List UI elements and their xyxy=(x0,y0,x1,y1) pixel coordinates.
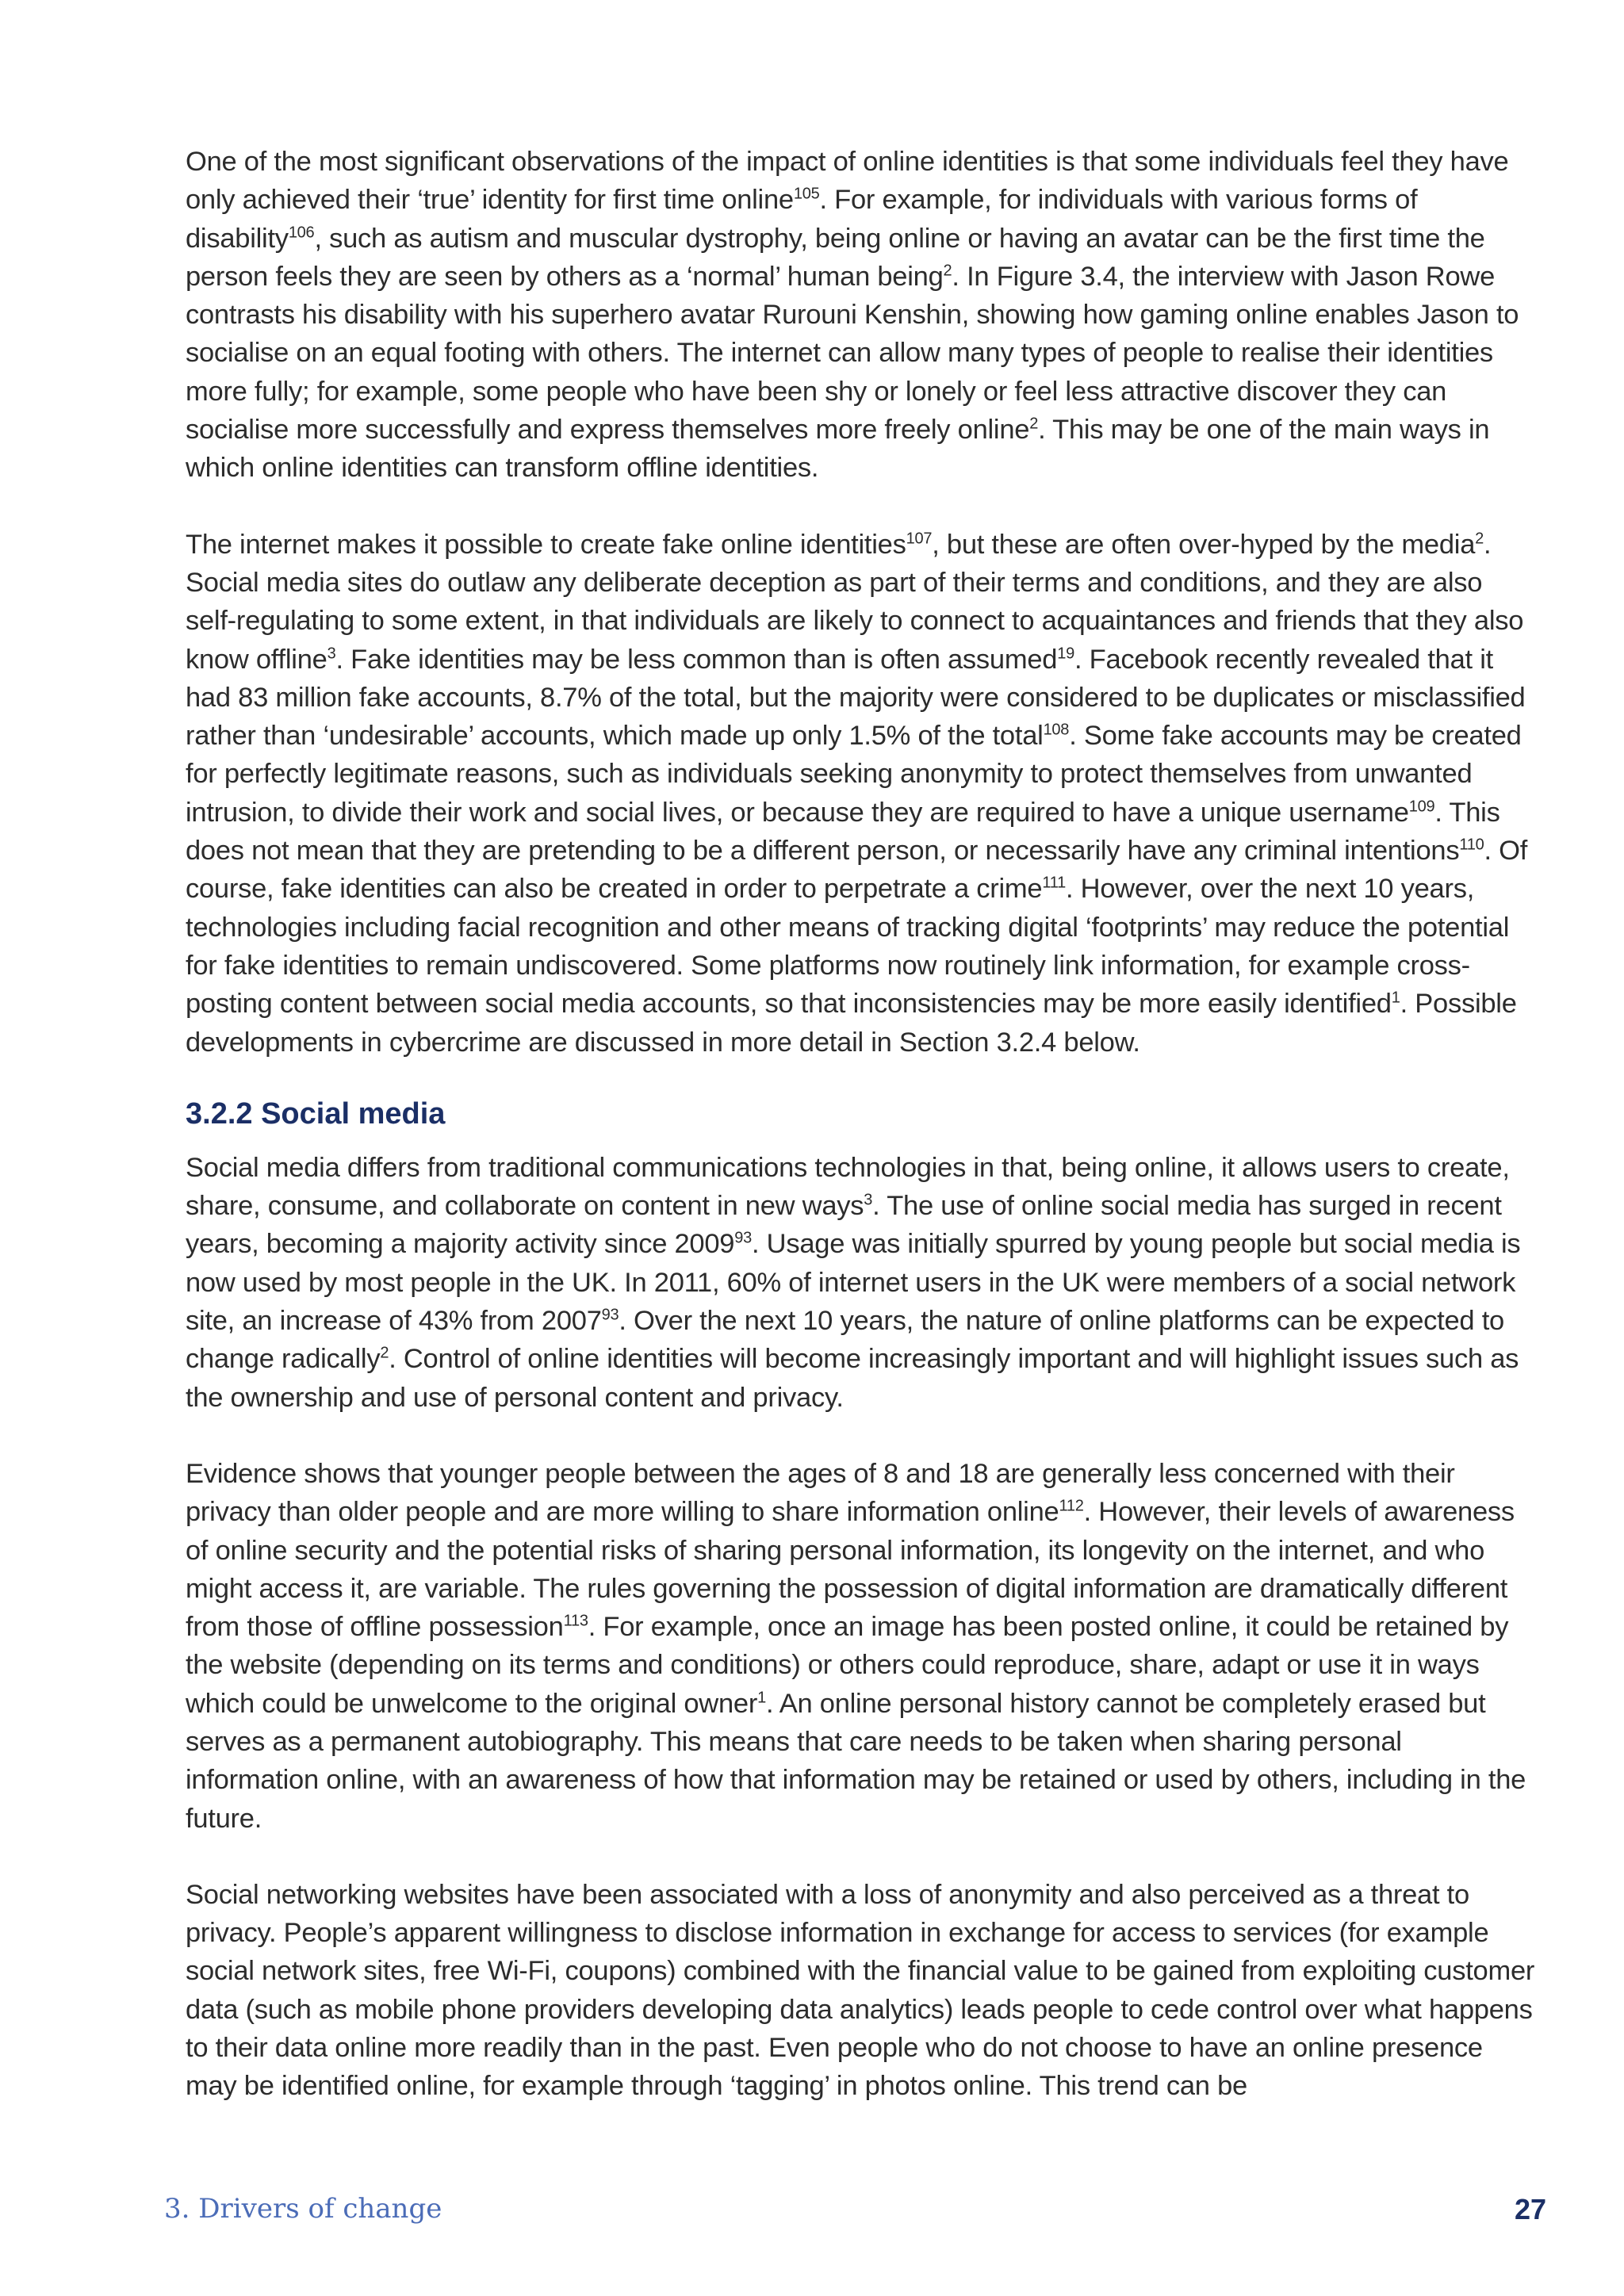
footnote-reference: 110 xyxy=(1459,836,1484,854)
footnote-reference: 113 xyxy=(563,1612,588,1630)
footnote-reference: 2 xyxy=(943,262,952,280)
footnote-reference: 111 xyxy=(1042,874,1067,892)
footnote-reference: 93 xyxy=(601,1306,619,1324)
footnote-reference: 108 xyxy=(1043,721,1070,739)
footnote-reference: 2 xyxy=(1029,415,1039,433)
footnote-reference: 1 xyxy=(1391,989,1400,1007)
paragraph-social-networking-anonymity: Social networking websites have been associated with a loss of anonymity and also perceived as a threat to privacy. People’s apparent willingness to disclose information in exchange for access to services (for example social network sites, free Wi-Fi, coupons) combined with the financial value to be gained from exploiting customer data (such as mobile phone providers developing data analytics) leads people to cede control over what happens to their data online more readily than in the past. Even people who do not choose to have an online presence may be identified online, for example through ‘tagging’ in photos online. This trend can be xyxy=(186,1879,1535,2102)
footnote-reference: 109 xyxy=(1408,798,1435,816)
footnote-reference: 2 xyxy=(1475,530,1484,548)
footnote-reference: 105 xyxy=(793,185,820,203)
page-number: 27 xyxy=(1514,2193,1546,2225)
footnote-reference: 93 xyxy=(734,1229,752,1247)
footnote-reference: 19 xyxy=(1057,645,1074,663)
footnote-reference: 1 xyxy=(757,1689,766,1707)
footnote-reference: 107 xyxy=(906,530,933,548)
footnote-reference: 112 xyxy=(1059,1497,1084,1515)
page-content xyxy=(186,143,1535,2144)
section-heading: 3.2.2 Social media xyxy=(186,1096,446,1131)
paragraph-fake-identities: The internet makes it possible to create fake online identities$^{107}$, but these are often over-hyped by the media$^2$. Social media sites do outlaw any deliberate deception as part of their terms and conditions, and they are also self-regulating to some extent, in that individuals are likely to connect to acquaintances and friends that they also know offline$^3$. Fake identities may be less common than is often assumed$^{19}$. Facebook recently revealed that it had 83 million fake accounts, 8.7% of the total, but the majority were considered to be duplicates or misclassified rather than ‘undesirable’ accounts, which made up only 1.5% of the total$^{108}$. Some fake accounts may be created for perfectly legitimate reasons, such as individuals seeking anonymity to protect themselves from unwanted intrusion, to divide their work and social lives, or because they are required to have a unique username$^{109}$. This does not mean that they are pretending to be a different person, or necessarily have any criminal intentions$^{110}$. Of course, fake identities can also be created in order to perpetrate a crime$^{111}$. However, over the next 10 years, technologies including facial recognition and other means of tracking digital ‘footprints’ may reduce the potential for fake identities to remain undiscovered. Some platforms now routinely link information, for example cross-posting content between social media accounts, so that inconsistencies may be more easily identified$^1$. Possible developments in cybercrime are discussed in more detail in Section 3.2.4 below. xyxy=(186,529,1528,1058)
footnote-reference: 3 xyxy=(327,645,336,663)
footnote-reference: 2 xyxy=(380,1344,389,1362)
footnote-reference: 3 xyxy=(864,1191,873,1209)
paragraph-online-identities: One of the most significant observations of the impact of online identities is that some individuals feel they have only achieved their ‘true’ identity for first time online$^{105}$. For example, for individuals with various forms of disability$^{106}$, such as autism and muscular dystrophy, being online or having an avatar can be the first time the person feels they are seen by others as a ‘normal’ human being$^2$. In Figure 3.4, the interview with Jason Rowe contrasts his disability with his superhero avatar Rurouni Kenshin, showing how gaming online enables Jason to socialise on an equal footing with others. The internet can allow many types of people to realise their identities more fully; for example, some people who have been shy or lonely or feel less attractive discover they can socialise more successfully and express themselves more freely online$^2$. This may be one of the main ways in which online identities can transform offline identities. xyxy=(186,147,1519,484)
paragraph-younger-people-privacy: Evidence shows that younger people between the ages of 8 and 18 are generally less concerned with their privacy than older people and are more willing to share information online$^{112}$. However, their levels of awareness of online security and the potential risks of sharing personal information, its longevity on the internet, and who might access it, are variable. The rules governing the possession of digital information are dramatically different from those of offline possession$^{113}$. For example, once an image has been posted online, it could be retained by the website (depending on its terms and conditions) or others could reproduce, share, adapt or use it in ways which could be unwelcome to the original owner$^1$. An online personal history cannot be completely erased but serves as a permanent autobiography. This means that care needs to be taken when sharing personal information online, with an awareness of how that information may be retained or used by others, including in the future. xyxy=(186,1458,1526,1834)
footnote-reference: 106 xyxy=(288,224,315,242)
paragraph-social-media: Social media differs from traditional communications technologies in that, being online, it allows users to create, share, consume, and collaborate on content in new ways$^3$. The use of online social media has surged in recent years, becoming a majority activity since 2009$^{93}$. Usage was initially spurred by young people but social media is now used by most people in the UK. In 2011, 60% of internet users in the UK were members of a social network site, an increase of 43% from 2007$^{93}$. Over the next 10 years, the nature of online platforms can be expected to change radically$^2$. Control of online identities will become increasingly important and will highlight issues such as the ownership and use of personal content and privacy. xyxy=(186,1152,1521,1413)
footer-chapter-title: 3. Drivers of change xyxy=(164,2193,442,2225)
